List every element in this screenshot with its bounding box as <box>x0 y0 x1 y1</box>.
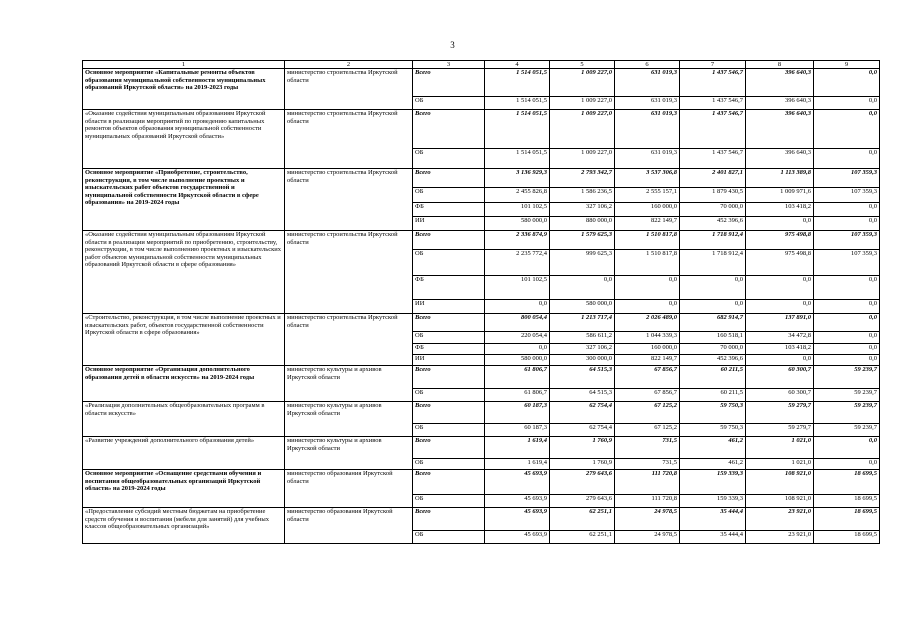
amount-cell: 0,0 <box>485 300 550 314</box>
amount-cell: 580 000,0 <box>485 355 550 366</box>
responsible-executor: министерство строительства Иркутской области <box>285 314 413 366</box>
amount-cell: 67 856,7 <box>615 366 680 389</box>
funding-source: ОБ <box>413 188 485 203</box>
amount-cell: 45 693,9 <box>485 508 550 531</box>
table-row-total <box>83 69 880 97</box>
amount-cell: 23 921,0 <box>746 508 814 531</box>
amount-cell: 62 754,4 <box>550 402 615 424</box>
funding-source: Всего <box>413 508 485 531</box>
responsible-executor: министерство строительства Иркутской области <box>285 69 413 110</box>
amount-cell: 327 106,2 <box>550 344 615 355</box>
activity-name: «Реализация дополнительных общеобразовательных программ в области искусств» <box>83 402 285 437</box>
amount-cell: 0,0 <box>680 276 746 300</box>
amount-cell: 137 891,0 <box>746 314 814 332</box>
amount-cell: 1 021,0 <box>746 437 814 459</box>
amount-cell: 61 806,7 <box>485 366 550 389</box>
amount-cell: 18 699,5 <box>814 495 880 508</box>
amount-cell: 461,2 <box>680 437 746 459</box>
amount-cell: 107 359,3 <box>814 188 880 203</box>
amount-cell: 1 009 227,0 <box>550 97 615 110</box>
amount-cell: 64 515,3 <box>550 389 615 402</box>
amount-cell: 822 149,7 <box>615 355 680 366</box>
main-activity-name: Основное мероприятие «Капитальные ремонты объектов образования муниципальной собственности муниципальных образований Иркутской области» на 2019-2023 годы <box>83 69 285 110</box>
amount-cell: 108 921,0 <box>746 470 814 495</box>
amount-cell: 67 125,2 <box>615 402 680 424</box>
amount-cell: 3 136 929,3 <box>485 169 550 188</box>
amount-cell: 0,0 <box>814 217 880 231</box>
amount-cell: 822 149,7 <box>615 217 680 231</box>
funding-source: Всего <box>413 470 485 495</box>
amount-cell: 2 401 827,1 <box>680 169 746 188</box>
amount-cell: 60 211,5 <box>680 389 746 402</box>
table-row-total <box>83 470 880 495</box>
amount-cell: 62 251,1 <box>550 508 615 531</box>
funding-source: ОБ <box>413 424 485 437</box>
amount-cell: 0,0 <box>746 276 814 300</box>
amount-cell: 1 514 051,5 <box>485 149 550 169</box>
amount-cell: 0,0 <box>814 276 880 300</box>
amount-cell: 101 102,5 <box>485 203 550 217</box>
amount-cell: 34 472,8 <box>746 332 814 344</box>
amount-cell: 1 760,9 <box>550 437 615 459</box>
amount-cell: 1 718 912,4 <box>680 250 746 276</box>
amount-cell: 1 760,9 <box>550 459 615 470</box>
funding-source: Всего <box>413 169 485 188</box>
column-number: 9 <box>814 61 880 69</box>
amount-cell: 327 106,2 <box>550 203 615 217</box>
page-number: 3 <box>450 40 455 50</box>
amount-cell: 631 019,3 <box>615 97 680 110</box>
amount-cell: 1 619,4 <box>485 459 550 470</box>
amount-cell: 101 102,5 <box>485 276 550 300</box>
funding-source: ОБ <box>413 332 485 344</box>
amount-cell: 45 693,9 <box>485 495 550 508</box>
main-activity-name: Основное мероприятие «Организация дополнительного образования детей в области искусств» на 2019-2024 годы <box>83 366 285 402</box>
funding-source: ОБ <box>413 531 485 544</box>
amount-cell: 0,0 <box>814 437 880 459</box>
funding-source: ФБ <box>413 344 485 355</box>
amount-cell: 1 514 051,5 <box>485 110 550 149</box>
amount-cell: 975 498,8 <box>746 231 814 250</box>
responsible-executor: министерство образования Иркутской области <box>285 508 413 544</box>
amount-cell: 396 640,3 <box>746 97 814 110</box>
funding-source: Всего <box>413 231 485 250</box>
column-number: 1 <box>83 61 285 69</box>
column-number: 3 <box>413 61 485 69</box>
funding-source: ИИ <box>413 355 485 366</box>
amount-cell: 61 806,7 <box>485 389 550 402</box>
amount-cell: 396 640,3 <box>746 149 814 169</box>
amount-cell: 1 586 236,5 <box>550 188 615 203</box>
table-row-total <box>83 437 880 459</box>
funding-source: ИИ <box>413 217 485 231</box>
amount-cell: 3 537 306,8 <box>615 169 680 188</box>
amount-cell: 1 437 546,7 <box>680 69 746 97</box>
amount-cell: 67 856,7 <box>615 389 680 402</box>
amount-cell: 0,0 <box>746 217 814 231</box>
amount-cell: 24 978,5 <box>615 508 680 531</box>
amount-cell: 45 693,9 <box>485 470 550 495</box>
amount-cell: 67 125,2 <box>615 424 680 437</box>
amount-cell: 2 336 874,9 <box>485 231 550 250</box>
amount-cell: 159 339,3 <box>680 470 746 495</box>
amount-cell: 59 239,7 <box>814 389 880 402</box>
amount-cell: 0,0 <box>550 276 615 300</box>
amount-cell: 2 555 157,1 <box>615 188 680 203</box>
responsible-executor: министерство строительства Иркутской области <box>285 231 413 314</box>
amount-cell: 1 718 912,4 <box>680 231 746 250</box>
amount-cell: 70 000,0 <box>680 203 746 217</box>
amount-cell: 62 754,4 <box>550 424 615 437</box>
column-number: 8 <box>746 61 814 69</box>
amount-cell: 0,0 <box>814 314 880 332</box>
amount-cell: 59 279,7 <box>746 402 814 424</box>
amount-cell: 107 359,3 <box>814 231 880 250</box>
amount-cell: 580 000,0 <box>550 300 615 314</box>
main-activity-name: Основное мероприятие «Оснащение средствами обучения и воспитания общеобразовательных организаций Иркутской области» на 2019-2024 годы <box>83 470 285 508</box>
responsible-executor: министерство строительства Иркутской области <box>285 110 413 169</box>
amount-cell: 0,0 <box>814 69 880 97</box>
funding-source: ИИ <box>413 300 485 314</box>
table-row-total <box>83 314 880 332</box>
amount-cell: 1 113 389,8 <box>746 169 814 188</box>
table-row-total <box>83 110 880 149</box>
amount-cell: 1 579 625,3 <box>550 231 615 250</box>
column-number: 4 <box>485 61 550 69</box>
amount-cell: 23 921,0 <box>746 531 814 544</box>
amount-cell: 731,5 <box>615 437 680 459</box>
amount-cell: 1 514 051,5 <box>485 69 550 97</box>
amount-cell: 59 750,3 <box>680 402 746 424</box>
amount-cell: 452 396,6 <box>680 355 746 366</box>
amount-cell: 1 021,0 <box>746 459 814 470</box>
amount-cell: 0,0 <box>814 300 880 314</box>
amount-cell: 108 921,0 <box>746 495 814 508</box>
funding-source: ОБ <box>413 389 485 402</box>
amount-cell: 731,5 <box>615 459 680 470</box>
funding-source: Всего <box>413 402 485 424</box>
responsible-executor: министерство культуры и архивов Иркутской области <box>285 437 413 470</box>
amount-cell: 975 498,8 <box>746 250 814 276</box>
column-number: 7 <box>680 61 746 69</box>
amount-cell: 0,0 <box>746 300 814 314</box>
amount-cell: 2 235 772,4 <box>485 250 550 276</box>
amount-cell: 1 009 227,0 <box>550 69 615 97</box>
amount-cell: 24 978,5 <box>615 531 680 544</box>
amount-cell: 0,0 <box>814 355 880 366</box>
table-row-total <box>83 366 880 389</box>
amount-cell: 0,0 <box>814 459 880 470</box>
funding-source: ОБ <box>413 97 485 110</box>
amount-cell: 2 793 342,7 <box>550 169 615 188</box>
main-activity-name: Основное мероприятие «Приобретение, строительство, реконструкция, в том числе выполнение проектных и изыскательских работ объектов государственной и муниципальной собственности Иркутской области в сфере образования» на 2019-2024 годы <box>83 169 285 231</box>
amount-cell: 18 699,5 <box>814 470 880 495</box>
amount-cell: 586 611,2 <box>550 332 615 344</box>
funding-source: Всего <box>413 314 485 332</box>
amount-cell: 1 619,4 <box>485 437 550 459</box>
amount-cell: 220 054,4 <box>485 332 550 344</box>
amount-cell: 1 009 227,0 <box>550 110 615 149</box>
amount-cell: 1 437 546,7 <box>680 110 746 149</box>
amount-cell: 2 455 826,8 <box>485 188 550 203</box>
table-row-total <box>83 231 880 250</box>
activity-name: «Строительство, реконструкция, в том числе выполнение проектных и изыскательских работ, объектов государственной собственности Иркутской области в сфере образования» <box>83 314 285 366</box>
funding-source: Всего <box>413 366 485 389</box>
amount-cell: 60 187,3 <box>485 402 550 424</box>
amount-cell: 1 437 546,7 <box>680 149 746 169</box>
amount-cell: 59 750,3 <box>680 424 746 437</box>
amount-cell: 396 640,3 <box>746 110 814 149</box>
amount-cell: 103 418,2 <box>746 344 814 355</box>
amount-cell: 59 239,7 <box>814 424 880 437</box>
amount-cell: 60 300,7 <box>746 389 814 402</box>
column-number: 6 <box>615 61 680 69</box>
amount-cell: 59 239,7 <box>814 402 880 424</box>
responsible-executor: министерство строительства Иркутской области <box>285 169 413 231</box>
amount-cell: 300 000,0 <box>550 355 615 366</box>
amount-cell: 0,0 <box>814 97 880 110</box>
amount-cell: 0,0 <box>814 344 880 355</box>
amount-cell: 631 019,3 <box>615 149 680 169</box>
amount-cell: 107 359,3 <box>814 250 880 276</box>
table-row-total <box>83 169 880 188</box>
amount-cell: 160 000,0 <box>615 344 680 355</box>
activity-name: «Оказание содействия муниципальным образованиям Иркутской области в реализации мероприятий по приобретению, строительству, реконструкции, в том числе выполнению проектных и изыскательских работ объектов муниципальной собственности муниципальных образований Иркутской области в сфере образования» <box>83 231 285 314</box>
budget-table <box>82 60 880 544</box>
amount-cell: 18 699,5 <box>814 508 880 531</box>
column-number-row <box>83 61 880 69</box>
amount-cell: 580 000,0 <box>485 217 550 231</box>
amount-cell: 396 640,3 <box>746 69 814 97</box>
amount-cell: 0,0 <box>814 149 880 169</box>
funding-source: ОБ <box>413 459 485 470</box>
amount-cell: 999 625,3 <box>550 250 615 276</box>
amount-cell: 35 444,4 <box>680 531 746 544</box>
amount-cell: 1 514 051,5 <box>485 97 550 110</box>
amount-cell: 159 339,3 <box>680 495 746 508</box>
amount-cell: 682 914,7 <box>680 314 746 332</box>
amount-cell: 18 699,5 <box>814 531 880 544</box>
responsible-executor: министерство культуры и архивов Иркутской области <box>285 402 413 437</box>
amount-cell: 103 418,2 <box>746 203 814 217</box>
amount-cell: 1 009 227,0 <box>550 149 615 169</box>
amount-cell: 45 693,9 <box>485 531 550 544</box>
amount-cell: 0,0 <box>814 203 880 217</box>
amount-cell: 452 396,6 <box>680 217 746 231</box>
amount-cell: 1 437 546,7 <box>680 97 746 110</box>
amount-cell: 0,0 <box>615 300 680 314</box>
amount-cell: 0,0 <box>485 344 550 355</box>
amount-cell: 0,0 <box>746 355 814 366</box>
amount-cell: 70 000,0 <box>680 344 746 355</box>
amount-cell: 1 879 430,5 <box>680 188 746 203</box>
activity-name: «Развитие учреждений дополнительного образования детей» <box>83 437 285 470</box>
amount-cell: 59 239,7 <box>814 366 880 389</box>
funding-source: Всего <box>413 69 485 97</box>
amount-cell: 0,0 <box>680 300 746 314</box>
amount-cell: 1 510 817,8 <box>615 231 680 250</box>
amount-cell: 1 510 817,8 <box>615 250 680 276</box>
amount-cell: 1 213 717,4 <box>550 314 615 332</box>
amount-cell: 64 515,3 <box>550 366 615 389</box>
amount-cell: 0,0 <box>615 276 680 300</box>
amount-cell: 111 720,8 <box>615 470 680 495</box>
amount-cell: 160 518,1 <box>680 332 746 344</box>
amount-cell: 880 000,0 <box>550 217 615 231</box>
amount-cell: 461,2 <box>680 459 746 470</box>
funding-source: ОБ <box>413 149 485 169</box>
funding-source: ОБ <box>413 495 485 508</box>
table-row-total <box>83 402 880 424</box>
amount-cell: 160 000,0 <box>615 203 680 217</box>
amount-cell: 35 444,4 <box>680 508 746 531</box>
table-row-total <box>83 508 880 531</box>
amount-cell: 60 211,5 <box>680 366 746 389</box>
funding-source: ФБ <box>413 276 485 300</box>
column-number: 2 <box>285 61 413 69</box>
amount-cell: 59 279,7 <box>746 424 814 437</box>
responsible-executor: министерство образования Иркутской области <box>285 470 413 508</box>
amount-cell: 279 643,6 <box>550 495 615 508</box>
amount-cell: 800 054,4 <box>485 314 550 332</box>
amount-cell: 0,0 <box>814 110 880 149</box>
amount-cell: 111 720,8 <box>615 495 680 508</box>
amount-cell: 60 187,3 <box>485 424 550 437</box>
funding-source: ФБ <box>413 203 485 217</box>
funding-source: ОБ <box>413 250 485 276</box>
amount-cell: 62 251,1 <box>550 531 615 544</box>
amount-cell: 1 044 339,3 <box>615 332 680 344</box>
amount-cell: 631 019,3 <box>615 69 680 97</box>
amount-cell: 107 359,3 <box>814 169 880 188</box>
amount-cell: 1 009 971,6 <box>746 188 814 203</box>
amount-cell: 279 643,6 <box>550 470 615 495</box>
amount-cell: 60 300,7 <box>746 366 814 389</box>
activity-name: «Предоставление субсидий местным бюджетам на приобретение средств обучения и воспитания (мебели для занятий) для учебных классов общеобразовательных организаций» <box>83 508 285 544</box>
funding-source: Всего <box>413 110 485 149</box>
amount-cell: 631 019,3 <box>615 110 680 149</box>
activity-name: «Оказание содействия муниципальным образованиям Иркутской области в реализации мероприятий по проведению капитальных ремонтов объектов образования муниципальной собственности муниципальных образований Иркутской области» <box>83 110 285 169</box>
column-number: 5 <box>550 61 615 69</box>
amount-cell: 0,0 <box>814 332 880 344</box>
table-body <box>83 69 880 544</box>
responsible-executor: министерство культуры и архивов Иркутской области <box>285 366 413 402</box>
funding-source: Всего <box>413 437 485 459</box>
amount-cell: 2 026 489,0 <box>615 314 680 332</box>
